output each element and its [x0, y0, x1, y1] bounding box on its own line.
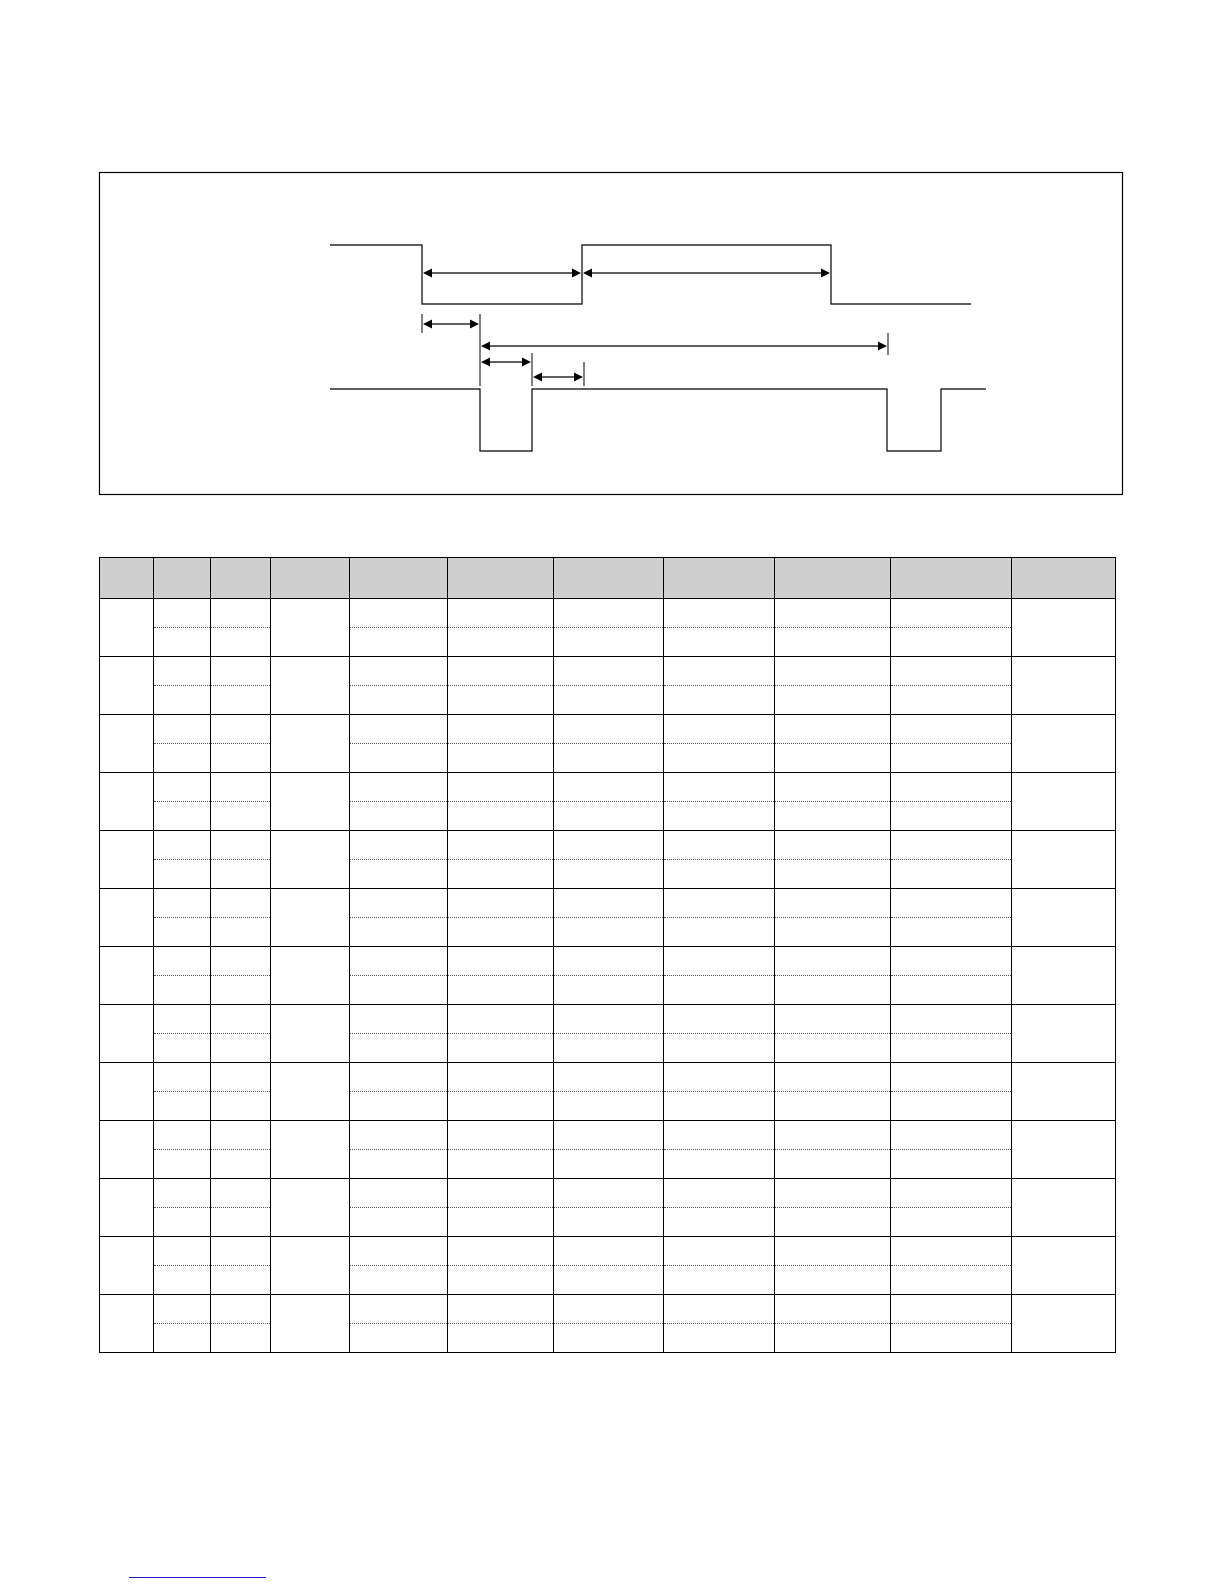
table-cell — [100, 947, 154, 1005]
table-cell — [211, 802, 271, 831]
diagram-frame — [100, 173, 1123, 495]
table-row-sub — [100, 802, 1116, 831]
table-cell — [1012, 1179, 1116, 1237]
column-header — [271, 558, 350, 599]
table-cell — [554, 1034, 664, 1063]
table-cell — [554, 1266, 664, 1295]
table-cell — [775, 1121, 891, 1150]
table-cell — [664, 1063, 775, 1092]
table-cell — [1012, 831, 1116, 889]
table-row — [100, 889, 1116, 918]
table-cell — [664, 715, 775, 744]
table-cell — [554, 1179, 664, 1208]
table-cell — [775, 1092, 891, 1121]
table-cell — [448, 918, 554, 947]
table-cell — [154, 715, 211, 744]
table-cell — [448, 1237, 554, 1266]
table-cell — [211, 976, 271, 1005]
table-cell — [448, 1208, 554, 1237]
table-row — [100, 1179, 1116, 1208]
table-cell — [664, 773, 775, 802]
table-cell — [664, 686, 775, 715]
table-cell — [554, 918, 664, 947]
table-cell — [154, 802, 211, 831]
table-cell — [350, 744, 448, 773]
table-cell — [350, 773, 448, 802]
table-cell — [554, 860, 664, 889]
table-cell — [775, 889, 891, 918]
table-cell — [350, 1179, 448, 1208]
table-cell — [1012, 715, 1116, 773]
table-cell — [891, 802, 1012, 831]
table-cell — [211, 657, 271, 686]
table-cell — [154, 1063, 211, 1092]
table-cell — [775, 860, 891, 889]
table-cell — [211, 860, 271, 889]
table-cell — [891, 773, 1012, 802]
table-row-sub — [100, 744, 1116, 773]
table-cell — [211, 1092, 271, 1121]
table-cell — [775, 599, 891, 628]
table-cell — [211, 1063, 271, 1092]
table-row — [100, 1121, 1116, 1150]
table-cell — [448, 657, 554, 686]
table-cell — [664, 1034, 775, 1063]
table-cell — [350, 918, 448, 947]
table-cell — [775, 1179, 891, 1208]
table-row-sub — [100, 1208, 1116, 1237]
table-cell — [271, 1237, 350, 1295]
table-cell — [271, 1295, 350, 1353]
table-cell — [350, 1324, 448, 1353]
table-cell — [448, 599, 554, 628]
table-cell — [154, 1034, 211, 1063]
table-cell — [100, 831, 154, 889]
table-cell — [271, 1179, 350, 1237]
table-cell — [350, 1121, 448, 1150]
table-row — [100, 1005, 1116, 1034]
table-cell — [211, 831, 271, 860]
table-cell — [664, 1121, 775, 1150]
table-cell — [100, 657, 154, 715]
table-row — [100, 773, 1116, 802]
table-row-sub — [100, 1034, 1116, 1063]
table-cell — [154, 1150, 211, 1179]
table-cell — [211, 744, 271, 773]
table-cell — [154, 831, 211, 860]
table-cell — [1012, 773, 1116, 831]
table-row — [100, 1295, 1116, 1324]
table-cell — [664, 831, 775, 860]
table-cell — [211, 1034, 271, 1063]
table-cell — [664, 947, 775, 976]
table-cell — [554, 599, 664, 628]
table-cell — [448, 1150, 554, 1179]
table-cell — [448, 860, 554, 889]
table-cell — [664, 599, 775, 628]
column-header — [775, 558, 891, 599]
table-cell — [154, 918, 211, 947]
table-cell — [100, 1005, 154, 1063]
table-cell — [554, 773, 664, 802]
table-cell — [350, 889, 448, 918]
table-cell — [211, 1150, 271, 1179]
table-cell — [100, 715, 154, 773]
table-row — [100, 1063, 1116, 1092]
table-cell — [350, 1237, 448, 1266]
table-cell — [448, 1295, 554, 1324]
table-cell — [271, 889, 350, 947]
table-row-sub — [100, 628, 1116, 657]
table-cell — [350, 686, 448, 715]
table-cell — [100, 1121, 154, 1179]
table-cell — [554, 976, 664, 1005]
table-cell — [775, 1295, 891, 1324]
table-cell — [154, 1208, 211, 1237]
table-cell — [664, 1150, 775, 1179]
table-cell — [554, 744, 664, 773]
table-cell — [350, 831, 448, 860]
table-cell — [448, 802, 554, 831]
table-row-sub — [100, 860, 1116, 889]
table-cell — [891, 1237, 1012, 1266]
table-cell — [154, 1179, 211, 1208]
table-cell — [554, 1005, 664, 1034]
table-row — [100, 657, 1116, 686]
table-cell — [350, 1063, 448, 1092]
table-cell — [775, 628, 891, 657]
table-cell — [554, 1237, 664, 1266]
table-cell — [211, 773, 271, 802]
table-cell — [100, 1237, 154, 1295]
table-cell — [154, 599, 211, 628]
table-cell — [448, 773, 554, 802]
table-cell — [891, 1005, 1012, 1034]
table-cell — [100, 1179, 154, 1237]
table-cell — [350, 1150, 448, 1179]
table-cell — [350, 860, 448, 889]
table-cell — [664, 628, 775, 657]
table-cell — [891, 976, 1012, 1005]
table-cell — [271, 1063, 350, 1121]
table-cell — [448, 1005, 554, 1034]
table-cell — [211, 1324, 271, 1353]
table-cell — [448, 831, 554, 860]
column-header — [100, 558, 154, 599]
table-row-sub — [100, 1092, 1116, 1121]
table-cell — [350, 802, 448, 831]
table-cell — [1012, 1005, 1116, 1063]
table-cell — [664, 1179, 775, 1208]
table-cell — [775, 1150, 891, 1179]
table-cell — [664, 1237, 775, 1266]
table-cell — [891, 1295, 1012, 1324]
table-cell — [211, 1266, 271, 1295]
table-cell — [554, 1150, 664, 1179]
table-header-row — [100, 558, 1116, 599]
table-cell — [775, 1005, 891, 1034]
table-cell — [554, 628, 664, 657]
table-cell — [891, 1121, 1012, 1150]
table-cell — [271, 1121, 350, 1179]
table-cell — [664, 744, 775, 773]
table-cell — [1012, 947, 1116, 1005]
table-cell — [891, 1266, 1012, 1295]
column-header — [664, 558, 775, 599]
table-cell — [775, 976, 891, 1005]
table-cell — [664, 976, 775, 1005]
table-cell — [891, 1034, 1012, 1063]
table-cell — [154, 1324, 211, 1353]
table-row-sub — [100, 1324, 1116, 1353]
table-cell — [350, 599, 448, 628]
table-cell — [775, 1237, 891, 1266]
table-cell — [775, 802, 891, 831]
table-cell — [1012, 657, 1116, 715]
table-cell — [154, 657, 211, 686]
table-row-sub — [100, 918, 1116, 947]
table-cell — [664, 1005, 775, 1034]
table-cell — [891, 889, 1012, 918]
table-cell — [554, 947, 664, 976]
table-cell — [1012, 889, 1116, 947]
table-cell — [554, 1092, 664, 1121]
table-row — [100, 1237, 1116, 1266]
table-cell — [154, 860, 211, 889]
column-header — [1012, 558, 1116, 599]
table-cell — [554, 831, 664, 860]
table-cell — [775, 1266, 891, 1295]
table-cell — [891, 1208, 1012, 1237]
table-cell — [775, 1208, 891, 1237]
table-cell — [350, 1208, 448, 1237]
table-row — [100, 715, 1116, 744]
table-cell — [775, 686, 891, 715]
table-cell — [350, 657, 448, 686]
table-cell — [891, 715, 1012, 744]
table-cell — [448, 744, 554, 773]
table-cell — [664, 1295, 775, 1324]
table-cell — [891, 628, 1012, 657]
table-cell — [211, 889, 271, 918]
lower-waveform — [330, 389, 986, 451]
table-cell — [211, 686, 271, 715]
table-cell — [271, 947, 350, 1005]
table-cell — [664, 860, 775, 889]
table-cell — [211, 947, 271, 976]
table-row — [100, 599, 1116, 628]
table-cell — [211, 628, 271, 657]
table-cell — [448, 1121, 554, 1150]
table-cell — [554, 657, 664, 686]
table-cell — [891, 1324, 1012, 1353]
table-cell — [100, 1063, 154, 1121]
table-cell — [448, 1179, 554, 1208]
column-header — [350, 558, 448, 599]
table-cell — [1012, 1063, 1116, 1121]
table-cell — [554, 1324, 664, 1353]
table-cell — [350, 628, 448, 657]
table-cell — [1012, 1121, 1116, 1179]
table-cell — [448, 1063, 554, 1092]
timing-table — [99, 557, 1116, 1353]
table-cell — [448, 889, 554, 918]
table-cell — [271, 1005, 350, 1063]
table-cell — [100, 773, 154, 831]
table-cell — [211, 1005, 271, 1034]
table-cell — [448, 715, 554, 744]
table-cell — [664, 1208, 775, 1237]
timing-diagram — [0, 0, 1225, 500]
table-cell — [350, 1092, 448, 1121]
table-cell — [448, 1034, 554, 1063]
table-cell — [554, 1208, 664, 1237]
table-cell — [271, 831, 350, 889]
table-cell — [554, 1121, 664, 1150]
table-cell — [211, 918, 271, 947]
table-cell — [775, 1063, 891, 1092]
table-cell — [891, 599, 1012, 628]
table-cell — [891, 947, 1012, 976]
table-cell — [1012, 1237, 1116, 1295]
table-cell — [154, 1005, 211, 1034]
table-cell — [891, 860, 1012, 889]
table-cell — [891, 1063, 1012, 1092]
table-cell — [154, 744, 211, 773]
table-cell — [154, 1092, 211, 1121]
table-cell — [448, 976, 554, 1005]
table-cell — [891, 1179, 1012, 1208]
table-cell — [448, 1266, 554, 1295]
table-cell — [448, 628, 554, 657]
table-cell — [554, 686, 664, 715]
table-cell — [664, 802, 775, 831]
table-cell — [100, 599, 154, 657]
table-cell — [775, 657, 891, 686]
table-row-sub — [100, 1266, 1116, 1295]
table-cell — [211, 715, 271, 744]
table-cell — [448, 1324, 554, 1353]
table-cell — [154, 773, 211, 802]
table-cell — [271, 773, 350, 831]
footer-link[interactable] — [129, 1577, 266, 1578]
table-cell — [554, 889, 664, 918]
table-cell — [775, 744, 891, 773]
table-cell — [271, 599, 350, 657]
table-cell — [775, 715, 891, 744]
table-cell — [448, 686, 554, 715]
table-cell — [154, 686, 211, 715]
table-cell — [891, 1092, 1012, 1121]
table-cell — [891, 744, 1012, 773]
table-cell — [154, 889, 211, 918]
column-header — [891, 558, 1012, 599]
table-cell — [350, 1005, 448, 1034]
table-cell — [350, 715, 448, 744]
table-cell — [1012, 599, 1116, 657]
table-cell — [664, 1324, 775, 1353]
table-cell — [350, 1266, 448, 1295]
table-cell — [1012, 1295, 1116, 1353]
table-cell — [154, 628, 211, 657]
upper-waveform — [330, 245, 971, 304]
table-cell — [775, 773, 891, 802]
table-row-sub — [100, 976, 1116, 1005]
table-cell — [211, 1237, 271, 1266]
table-cell — [891, 918, 1012, 947]
table-row — [100, 947, 1116, 976]
column-header — [448, 558, 554, 599]
table-cell — [775, 947, 891, 976]
table-cell — [271, 715, 350, 773]
table-cell — [891, 657, 1012, 686]
table-cell — [891, 1150, 1012, 1179]
table-cell — [664, 1266, 775, 1295]
table-cell — [664, 918, 775, 947]
table-cell — [775, 831, 891, 860]
table-cell — [154, 1266, 211, 1295]
table-cell — [100, 889, 154, 947]
table-row-sub — [100, 1150, 1116, 1179]
table-cell — [448, 947, 554, 976]
table-cell — [350, 1034, 448, 1063]
column-header — [211, 558, 271, 599]
table-cell — [211, 1179, 271, 1208]
table-cell — [100, 1295, 154, 1353]
table-cell — [154, 1121, 211, 1150]
table-cell — [211, 1208, 271, 1237]
table-cell — [271, 657, 350, 715]
table-cell — [775, 1324, 891, 1353]
table-cell — [554, 715, 664, 744]
column-header — [554, 558, 664, 599]
table-cell — [891, 686, 1012, 715]
table-row — [100, 831, 1116, 860]
table-cell — [350, 1295, 448, 1324]
table-cell — [154, 1237, 211, 1266]
table-cell — [891, 831, 1012, 860]
table-row-sub — [100, 686, 1116, 715]
table-cell — [211, 599, 271, 628]
table-cell — [554, 1063, 664, 1092]
table-cell — [448, 1092, 554, 1121]
table-cell — [211, 1121, 271, 1150]
table-cell — [775, 1034, 891, 1063]
table-cell — [350, 947, 448, 976]
column-header — [154, 558, 211, 599]
table-cell — [350, 976, 448, 1005]
table-cell — [554, 802, 664, 831]
table-cell — [154, 976, 211, 1005]
table-cell — [664, 1092, 775, 1121]
table-cell — [664, 657, 775, 686]
table-cell — [154, 1295, 211, 1324]
table-cell — [211, 1295, 271, 1324]
table-cell — [664, 889, 775, 918]
table-cell — [154, 947, 211, 976]
table-cell — [775, 918, 891, 947]
table-cell — [554, 1295, 664, 1324]
